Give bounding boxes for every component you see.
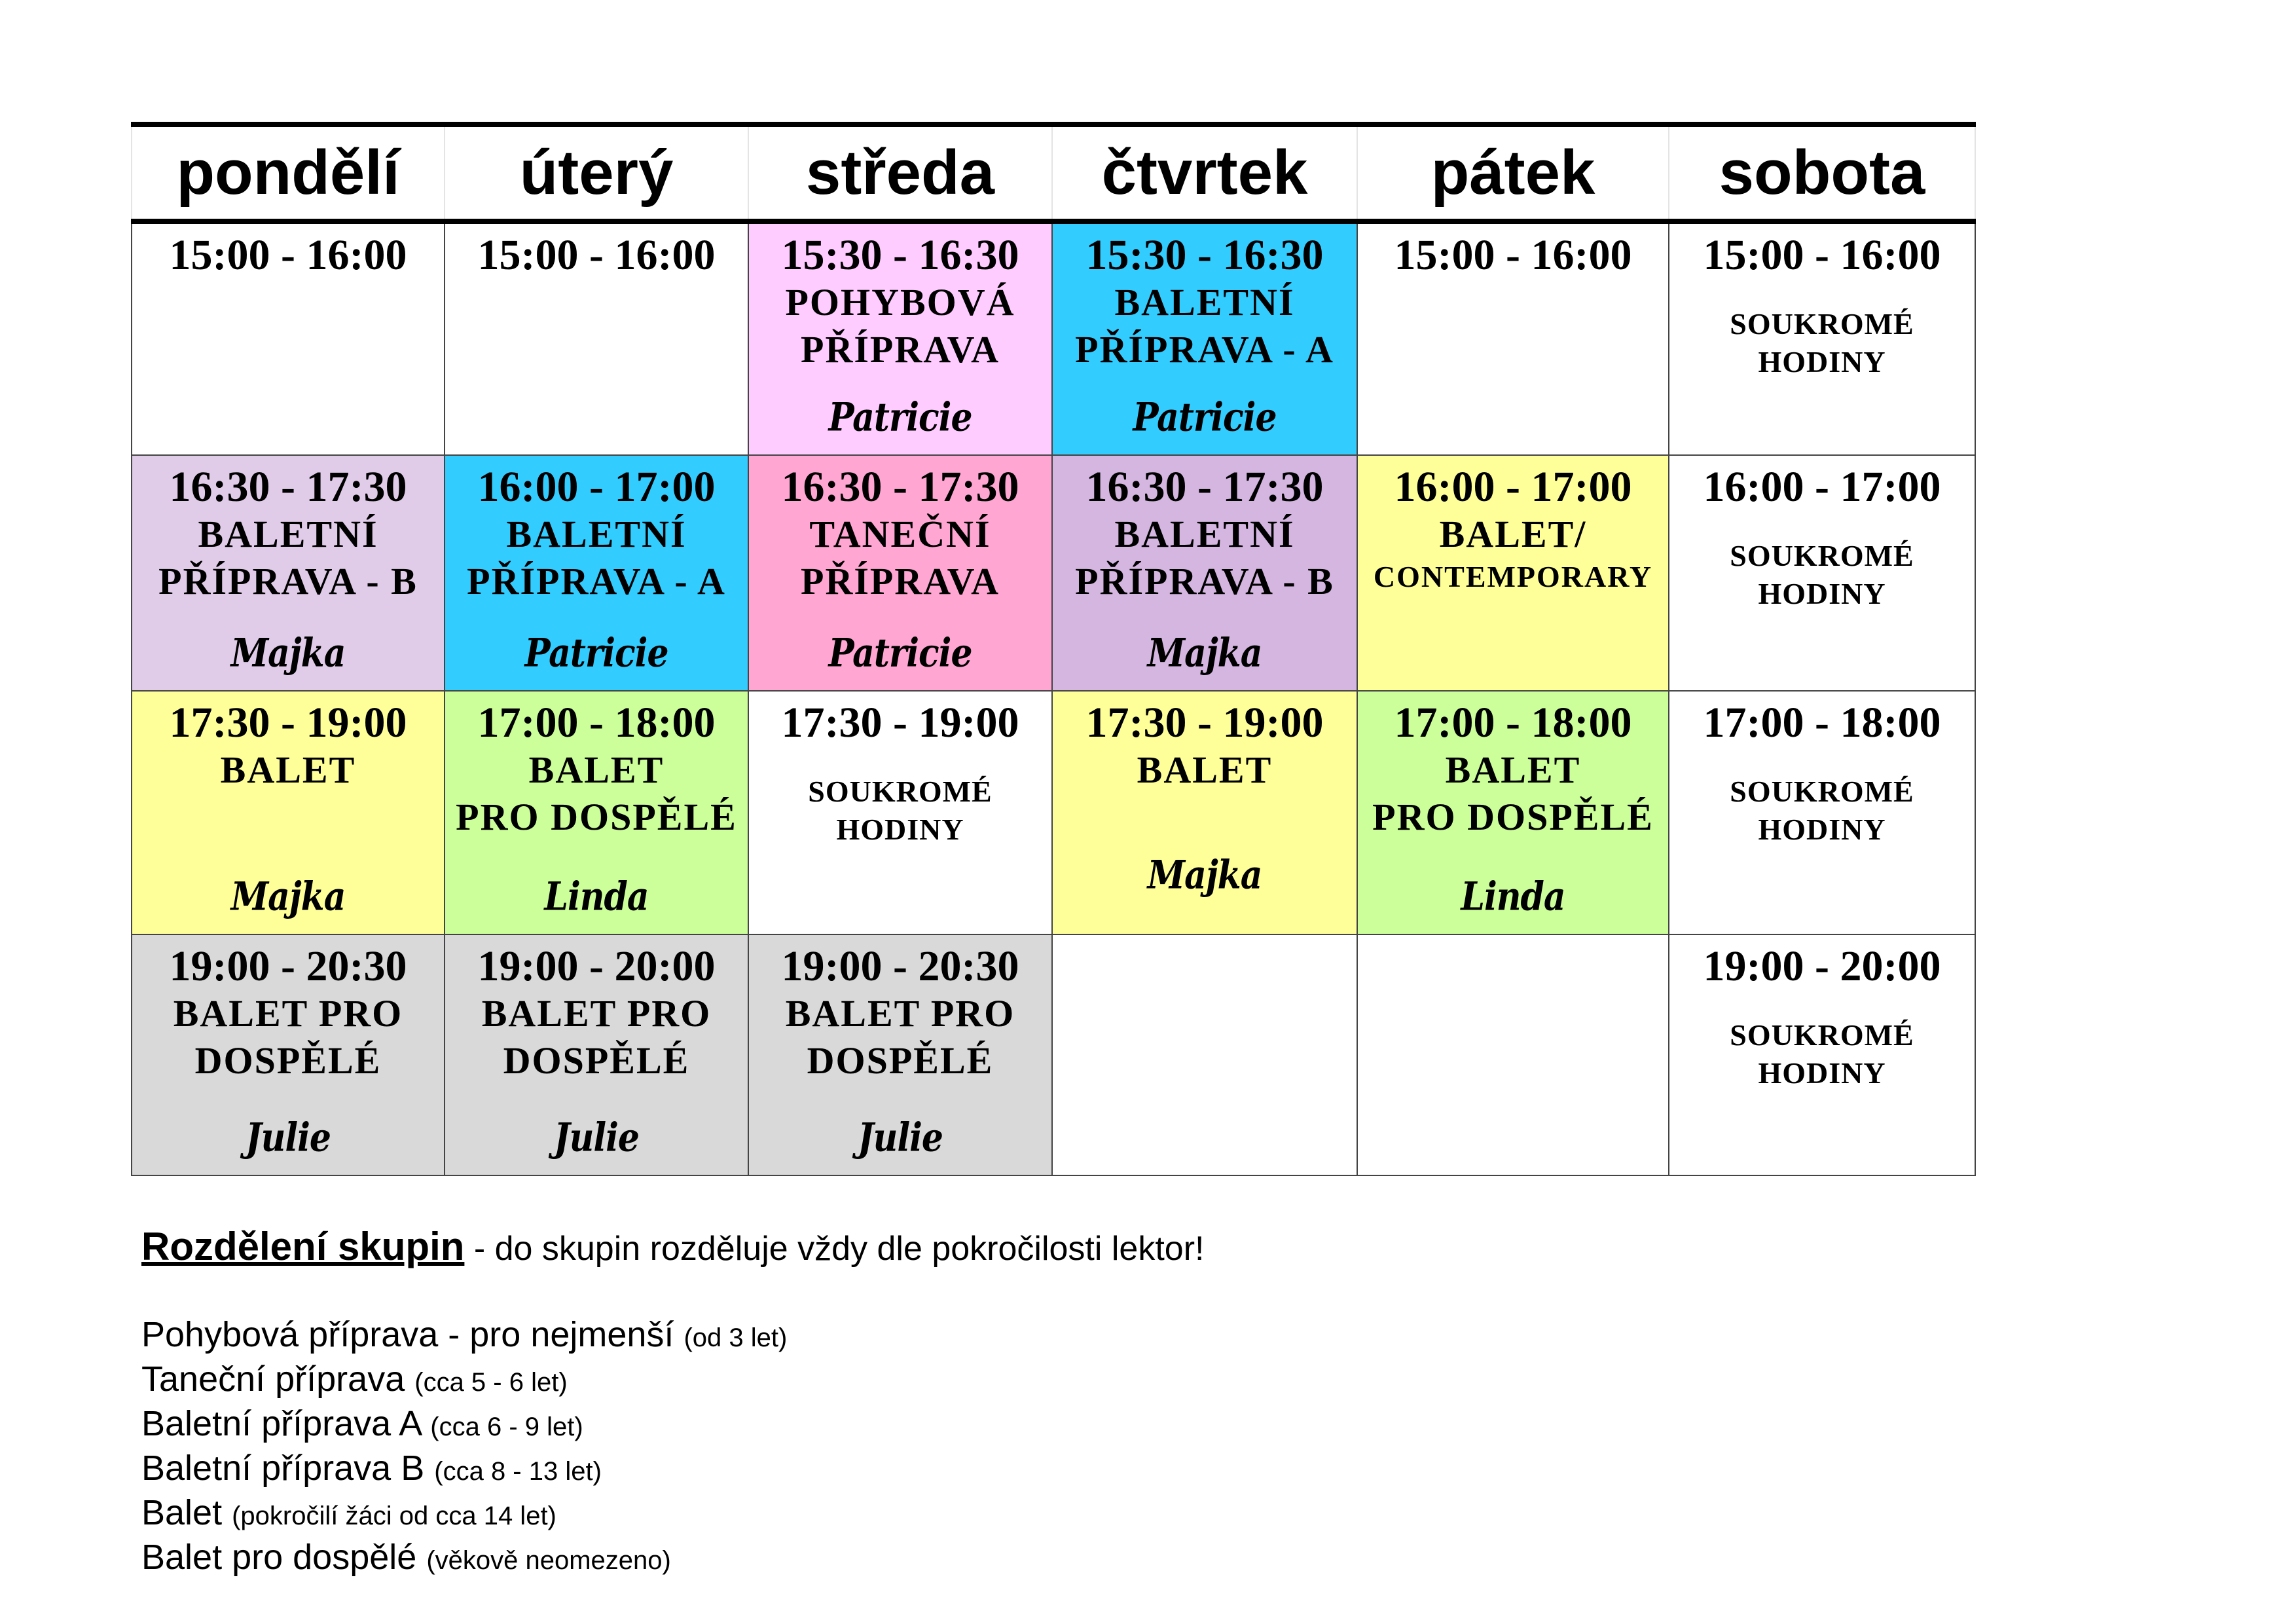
group-item	[141, 1359, 1204, 1403]
schedule-cell	[1669, 221, 1975, 455]
lesson	[1053, 224, 1357, 454]
schedule-row	[132, 691, 1975, 934]
lesson-name: PŘÍPRAVA - A	[467, 560, 726, 602]
lesson-name: PŘÍPRAVA	[801, 328, 1000, 371]
lesson-time: 15:00 - 16:00	[1703, 231, 1941, 279]
schedule-cell	[1669, 691, 1975, 934]
lesson-name: BALET	[1137, 748, 1273, 791]
group-age: (cca 6 - 9 let)	[430, 1412, 583, 1441]
lesson-time: 16:00 - 17:00	[1703, 463, 1941, 511]
lesson-time: 17:30 - 19:00	[781, 699, 1019, 747]
group-legend-heading-line	[141, 1223, 1204, 1272]
day-header: sobota	[1669, 124, 1975, 221]
lesson-name: POHYBOVÁ	[785, 281, 1015, 323]
lesson	[1358, 224, 1668, 454]
lector-name: Julie	[857, 1115, 943, 1161]
schedule-body	[132, 221, 1975, 1175]
lesson-name: BALETNÍ	[1114, 281, 1295, 323]
lesson-time: 15:30 - 16:30	[1085, 231, 1324, 279]
lesson-name: BALET PRO	[785, 992, 1015, 1035]
schedule-cell	[1052, 221, 1357, 455]
private-lessons-line: HODINY	[1758, 813, 1886, 846]
lesson-time: 17:30 - 19:00	[169, 699, 407, 747]
schedule-cell	[1669, 934, 1975, 1175]
lesson	[1053, 692, 1357, 934]
lesson-name: TANEČNÍ	[809, 513, 991, 555]
private-lessons-line: SOUKROMÉ	[1730, 1018, 1914, 1052]
schedule-table	[131, 122, 1976, 1176]
lesson	[1669, 935, 1975, 1175]
lesson-time: 16:00 - 17:00	[1394, 463, 1632, 511]
group-legend	[141, 1223, 1204, 1581]
schedule-cell	[748, 934, 1052, 1175]
lesson-name: PŘÍPRAVA	[801, 560, 1000, 602]
private-lessons-line: HODINY	[836, 813, 964, 846]
schedule-cell	[748, 221, 1052, 455]
lector-name: Patricie	[828, 630, 972, 676]
lesson-name: BALETNÍ	[1114, 513, 1295, 555]
lesson	[749, 692, 1051, 934]
lector-name: Majka	[1147, 852, 1262, 898]
lesson-name: BALET PRO	[481, 992, 712, 1035]
lector-name: Julie	[553, 1115, 639, 1161]
schedule-cell	[132, 691, 445, 934]
day-header: čtvrtek	[1052, 124, 1357, 221]
schedule-row	[132, 934, 1975, 1175]
lector-name: Majka	[230, 630, 346, 676]
private-lessons-label	[1669, 1016, 1975, 1092]
lesson-time: 17:30 - 19:00	[1085, 699, 1324, 747]
lesson-time: 15:00 - 16:00	[477, 231, 716, 279]
lesson-name: BALET PRO	[173, 992, 403, 1035]
private-lessons-line: SOUKROMÉ	[808, 775, 993, 808]
lesson	[749, 935, 1051, 1175]
schedule-cell	[1357, 934, 1669, 1175]
schedule-cell	[1357, 691, 1669, 934]
lesson-time: 19:00 - 20:30	[169, 942, 407, 990]
group-item	[141, 1403, 1204, 1448]
group-name: Baletní příprava B	[141, 1449, 425, 1488]
lesson-time: 16:00 - 17:00	[477, 463, 716, 511]
group-name: Pohybová příprava - pro nejmenší	[141, 1315, 674, 1354]
group-item	[141, 1314, 1204, 1359]
group-age: (věkově neomezeno)	[426, 1546, 671, 1575]
lesson	[1669, 692, 1975, 934]
schedule-cell	[1052, 934, 1357, 1175]
day-header: úterý	[445, 124, 748, 221]
private-lessons-label	[749, 773, 1051, 849]
lector-name: Majka	[230, 874, 346, 920]
lesson	[132, 692, 444, 934]
group-item	[141, 1537, 1204, 1581]
private-lessons-line: SOUKROMÉ	[1730, 307, 1914, 341]
group-legend-note: - do skupin rozděluje vždy dle pokročilosti lektor!	[464, 1230, 1205, 1268]
lector-name: Patricie	[1133, 394, 1277, 441]
lesson-time: 16:30 - 17:30	[169, 463, 407, 511]
day-header: pondělí	[132, 124, 445, 221]
schedule-row	[132, 455, 1975, 691]
lesson	[445, 224, 748, 454]
group-name: Balet pro dospělé	[141, 1538, 417, 1577]
lesson-time: 17:00 - 18:00	[1394, 699, 1632, 747]
lesson-time: 19:00 - 20:30	[781, 942, 1019, 990]
lector-name: Patricie	[524, 630, 668, 676]
private-lessons-label	[1669, 305, 1975, 381]
group-age: (pokročilí žáci od cca 14 let)	[232, 1502, 556, 1530]
schedule-cell	[445, 934, 748, 1175]
lesson-time: 19:00 - 20:00	[477, 942, 716, 990]
lesson-name: CONTEMPORARY	[1373, 560, 1653, 593]
private-lessons-line: SOUKROMÉ	[1730, 539, 1914, 572]
schedule-cell	[1052, 455, 1357, 691]
private-lessons-line: HODINY	[1758, 577, 1886, 610]
schedule-cell	[1357, 455, 1669, 691]
lesson-name: DOSPĚLÉ	[503, 1039, 690, 1082]
lesson-time: 17:00 - 18:00	[1703, 699, 1941, 747]
lector-name: Patricie	[828, 394, 972, 441]
lesson-time: 15:00 - 16:00	[169, 231, 407, 279]
schedule-cell	[748, 455, 1052, 691]
lesson-name: PRO DOSPĚLÉ	[1372, 796, 1654, 838]
lesson	[1358, 692, 1668, 934]
lesson-name: DOSPĚLÉ	[194, 1039, 382, 1082]
group-list	[141, 1314, 1204, 1581]
lector-name: Linda	[1461, 874, 1565, 920]
lesson	[1669, 224, 1975, 454]
lesson-name: PŘÍPRAVA - B	[1075, 560, 1334, 602]
lesson	[132, 456, 444, 690]
group-age: (od 3 let)	[683, 1323, 788, 1352]
day-header-row	[132, 124, 1975, 221]
day-header: středa	[748, 124, 1052, 221]
lesson	[1358, 456, 1668, 690]
lesson-name: PŘÍPRAVA - A	[1075, 328, 1334, 371]
schedule-cell	[445, 455, 748, 691]
group-item	[141, 1448, 1204, 1492]
schedule-cell	[445, 691, 748, 934]
private-lessons-label	[1669, 773, 1975, 849]
lesson-name: DOSPĚLÉ	[807, 1039, 994, 1082]
lesson-time: 15:00 - 16:00	[1394, 231, 1632, 279]
lesson-name: BALETNÍ	[506, 513, 687, 555]
lesson-time: 19:00 - 20:00	[1703, 942, 1941, 990]
lesson	[1053, 935, 1357, 1175]
lector-name: Linda	[544, 874, 649, 920]
lesson-name: BALETNÍ	[198, 513, 378, 555]
lesson-name: PŘÍPRAVA - B	[158, 560, 418, 602]
lesson	[749, 224, 1051, 454]
schedule-cell	[132, 221, 445, 455]
lector-name: Julie	[245, 1115, 331, 1161]
private-lessons-line: SOUKROMÉ	[1730, 775, 1914, 808]
lesson	[445, 935, 748, 1175]
group-item	[141, 1492, 1204, 1537]
lesson-name: BALET	[220, 748, 356, 791]
lesson	[1358, 935, 1668, 1175]
lesson-time: 15:30 - 16:30	[781, 231, 1019, 279]
schedule-cell	[132, 934, 445, 1175]
lesson-time: 16:30 - 17:30	[781, 463, 1019, 511]
lesson	[132, 224, 444, 454]
lesson-name: BALET	[528, 748, 665, 791]
lesson	[445, 692, 748, 934]
schedule-cell	[132, 455, 445, 691]
lesson	[445, 456, 748, 690]
schedule-cell	[1052, 691, 1357, 934]
group-age: (cca 5 - 6 let)	[414, 1368, 568, 1397]
private-lessons-label	[1669, 537, 1975, 613]
group-name: Baletní příprava A	[141, 1404, 421, 1443]
lesson	[749, 456, 1051, 690]
group-legend-heading: Rozdělení skupin	[141, 1225, 465, 1268]
lesson-name: PRO DOSPĚLÉ	[456, 796, 737, 838]
schedule-row	[132, 221, 1975, 455]
lesson	[1053, 456, 1357, 690]
schedule-cell	[1357, 221, 1669, 455]
schedule-cell	[445, 221, 748, 455]
lesson	[132, 935, 444, 1175]
private-lessons-line: HODINY	[1758, 345, 1886, 378]
lesson-time: 17:00 - 18:00	[477, 699, 716, 747]
group-age: (cca 8 - 13 let)	[434, 1457, 602, 1486]
lesson	[1669, 456, 1975, 690]
schedule-cell	[748, 691, 1052, 934]
day-header: pátek	[1357, 124, 1669, 221]
lector-name: Majka	[1147, 630, 1262, 676]
group-name: Taneční příprava	[141, 1359, 405, 1399]
private-lessons-line: HODINY	[1758, 1056, 1886, 1090]
group-name: Balet	[141, 1493, 223, 1532]
schedule-cell	[1669, 455, 1975, 691]
lesson-name: BALET	[1445, 748, 1581, 791]
lesson-name: BALET/	[1439, 513, 1587, 555]
lesson-time: 16:30 - 17:30	[1085, 463, 1324, 511]
